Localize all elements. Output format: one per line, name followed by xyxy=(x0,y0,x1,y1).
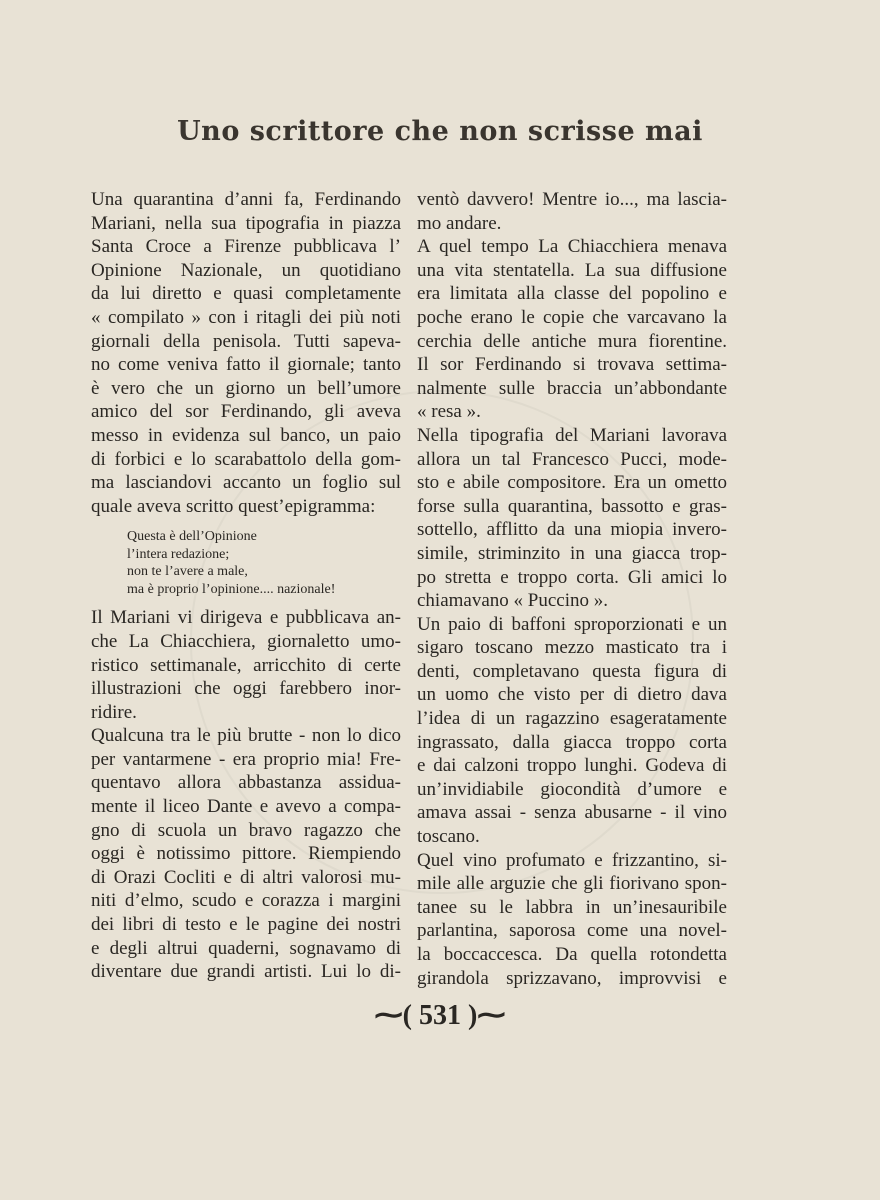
text-line: denti, completavano questa figura di xyxy=(417,660,727,682)
paragraph xyxy=(417,424,727,613)
text-line: ristico settimanale, arricchito di certe xyxy=(91,654,401,676)
text-line: Un paio di baffoni sproporzionati e un xyxy=(417,613,727,635)
text-line: po stretta e troppo corta. Gli amici lo xyxy=(417,566,727,588)
paragraph xyxy=(417,235,727,424)
text-line: mile alle arguzie che gli fiorivano spon- xyxy=(417,873,727,895)
text-line: amico del sor Ferdinando, gli aveva xyxy=(91,401,401,423)
text-line: A quel tempo La Chiacchiera menava xyxy=(417,236,727,258)
text-line: un uomo che visto per di dietro dava xyxy=(417,684,727,706)
epigram xyxy=(127,528,401,598)
text-line: Nella tipografia del Mariani lavorava xyxy=(417,424,727,446)
text-line: ventò davvero! Mentre io..., ma lascia- xyxy=(417,189,727,210)
text-line: Santa Croce a Firenze pubblicava l’ xyxy=(91,236,401,258)
text-line: Mariani, nella sua tipografia in piazza xyxy=(91,212,401,234)
text-line: Il Mariani vi dirigeva e pubblicava an- xyxy=(91,607,401,629)
text-line: niti d’elmo, scudo e corazza i margini xyxy=(91,890,401,912)
text-line: chiamavano « Puccino ». xyxy=(417,590,609,612)
text-line: Una quarantina d’anni fa, Ferdinando xyxy=(91,189,401,210)
text-line: simile, striminzito in una giacca trop- xyxy=(417,542,727,564)
poem-line: ma è proprio l’opinione.... nazionale! xyxy=(127,581,336,597)
poem-line: Questa è dell’Opinione xyxy=(127,529,257,545)
text-line: ridire. xyxy=(91,701,137,723)
text-line: tanee su le labbra in un’inesauribile xyxy=(417,896,727,918)
text-line: e degli altrui quaderni, sognavamo di xyxy=(91,937,401,959)
text-line: la boccaccesca. Da quella rotondetta xyxy=(417,944,727,965)
text-line: ma lasciandovi accanto un foglio sul xyxy=(91,472,401,494)
text-line: quentavo allora abbastanza assidua- xyxy=(91,772,401,794)
right-column xyxy=(417,188,727,990)
text-line: giornali della penisola. Tutti sapeva- xyxy=(91,330,401,352)
text-line: forse sulla quarantina, bassotto e gras- xyxy=(417,495,727,517)
text-line: amava assai - senza abusarne - il vino xyxy=(417,802,727,824)
text-line: parlantina, saporosa come una novel- xyxy=(417,920,727,942)
text-line: e dai calzoni troppo lunghi. Godeva di xyxy=(417,755,727,777)
text-line: sigaro toscano mezzo masticato tra i xyxy=(417,637,727,659)
text-line: Qualcuna tra le più brutte - non lo dico xyxy=(91,725,401,747)
text-line: un’invidiabile giocondità d’umore e xyxy=(417,778,727,800)
paragraph xyxy=(417,188,727,235)
paragraph xyxy=(91,188,401,518)
text-line: per vantarmene - era proprio mia! Fre- xyxy=(91,748,401,770)
text-line: l’idea di un ragazzino esageratamente xyxy=(417,708,727,730)
text-line: era limitata alla classe del popolino e xyxy=(417,283,727,305)
poem-line: l’intera redazione; xyxy=(127,546,230,562)
paragraph xyxy=(91,724,401,984)
page-title: Uno scrittore che non scrisse mai xyxy=(177,116,703,147)
text-line: allora un tal Francesco Pucci, mode- xyxy=(417,448,727,470)
text-line: diventare due grandi artisti. Lui lo di- xyxy=(91,961,401,983)
text-line: nalmente sulle braccia un’abbondante xyxy=(417,377,727,399)
text-line: dei libri di testo e le pagine dei nostri xyxy=(91,914,401,936)
text-line: quale aveva scritto quest’epigramma: xyxy=(91,495,376,517)
text-line: che La Chiacchiera, giornaletto umo- xyxy=(91,630,401,652)
text-line: « compilato » con i ritagli dei più noti xyxy=(91,306,401,328)
text-line: messo in evidenza sul banco, un paio xyxy=(91,424,401,446)
text-line: poche erano le copie che varcavano la xyxy=(417,306,727,328)
text-line: ingrassato, dalla giacca troppo corta xyxy=(417,731,727,753)
text-line: mente il liceo Dante e avevo a compa- xyxy=(91,796,401,818)
text-line: mo andare. xyxy=(417,212,502,234)
text-line: no come veniva fatto il giornale; tanto xyxy=(91,354,401,376)
paragraph xyxy=(417,613,727,849)
paragraph xyxy=(91,606,401,724)
text-line: da lui diretto e quasi completamente xyxy=(91,283,401,305)
text-line: di forbici e lo scarabattolo della gom- xyxy=(91,448,401,470)
text-line: Quel vino profumato e frizzantino, si- xyxy=(417,849,727,871)
text-line: Opinione Nazionale, un quotidiano xyxy=(91,259,401,281)
text-line: « resa ». xyxy=(417,401,481,423)
text-line: cerchia delle antiche mura fiorentine. xyxy=(417,330,727,352)
text-line: di Orazi Cocliti e di altri valorosi mu- xyxy=(91,866,401,888)
left-column xyxy=(91,188,401,984)
text-line: toscano. xyxy=(417,826,480,848)
text-line: è vero che un giorno un bell’umore xyxy=(91,377,401,399)
text-line: una vita stentatella. La sua diffusione xyxy=(417,259,727,281)
text-line: oggi è notissimo pittore. Riempiendo xyxy=(91,843,401,865)
text-line: illustrazioni che oggi farebbero inor- xyxy=(91,678,401,700)
text-line: sto e abile compositore. Era un ometto xyxy=(417,472,727,494)
text-line: girandola sprizzavano, improvvisi e xyxy=(417,967,727,989)
paragraph xyxy=(417,849,727,991)
poem-line: non te l’avere a male, xyxy=(127,564,248,580)
text-line: Il sor Ferdinando si trovava settima- xyxy=(417,354,727,376)
page-number: ⁓( 531 )⁓ xyxy=(374,1000,506,1031)
text-line: sottello, afflitto da una miopia invero- xyxy=(417,519,727,541)
text-line: gno di scuola un bravo ragazzo che xyxy=(91,819,401,841)
